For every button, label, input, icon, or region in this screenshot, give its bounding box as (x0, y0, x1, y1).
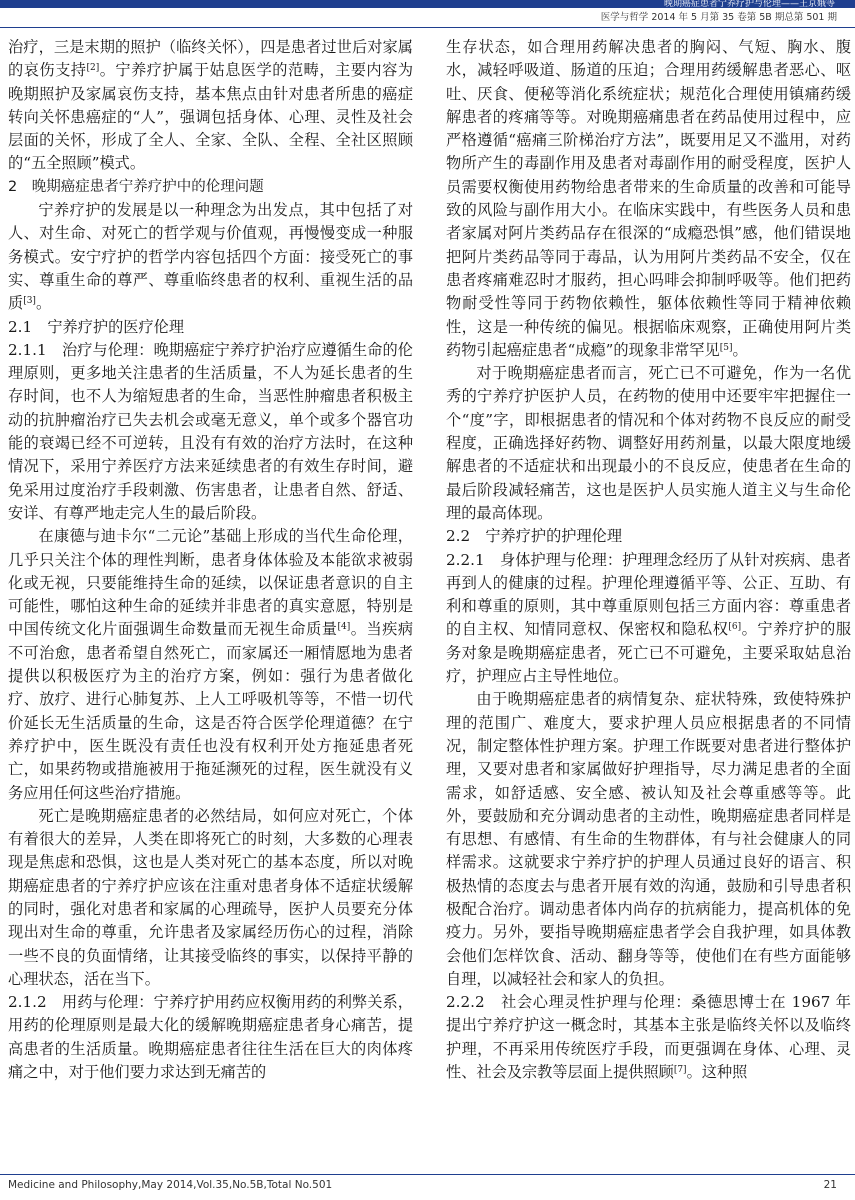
paragraph-text: 生存状态，如合理用药解决患者的胸闷、气短、胸水、腹水，减轻呼吸道、肠道的压迫；合理用药缓解患者恶心、呕吐、厌食、便秘等消化系统症状；规范化合理使用镇痛药缓解患者的疼痛等等。对晚期癌痛患者在药品使用过程中，应严格遵循“癌痛三阶梯治疗方法”，既要用足又不滥用，对药物所产生的毒副作用及患者对毒副作用的耐受程度，医护人员需要权衡使用药物给患者带来的生命质量的改善和可能导致的风险与副作用大小。在临床实践中，有些医务人员和患者家属对阿片类药品存在很深的“成瘾恐惧”感，他们错误地把阿片类药品等同于毒品，认为用阿片类药品不安全，仅在患者疼痛难忍时才服药，担心吗啡会抑制呼吸等。他们把药物耐受性等同于药物依赖性，躯体依赖性等同于精神依赖性，这是一种传统的偏见。根据临床观察，正确使用阿片类药物引起癌症患者“成瘾”的现象非常罕见 (446, 38, 851, 359)
header-rule (0, 27, 855, 28)
paragraph (8, 36, 413, 176)
paragraph (446, 991, 851, 1084)
paragraph-text: 。这种照 (686, 1063, 748, 1082)
paragraph-text: 。宁养疗护的服务对象是晚期癌症患者，死亡已不可避免，主要采取姑息治疗，护理应占主导性地位。 (446, 620, 852, 686)
journal-info: 医学与哲学 2014 年 5 月第 35 卷第 5B 期总第 501 期 (600, 12, 837, 23)
page-number: 21 (823, 1179, 837, 1191)
paragraph-text: 宁养疗护的发展是以一种理念为出发点，其中包括了对人、对生命、对死亡的哲学观与价值观，再慢慢变成一种服务模式。安宁疗护的哲学内容包括四个方面：接受死亡的事实、尊重生命的尊严、尊重临终患者的权利、重视生活的品质 (8, 201, 413, 313)
paragraph-text: 。宁养疗护属于姑息医学的范畴，主要内容为晚期照护及家属哀伤支持，基本焦点由针对患者所患的癌症转向关怀患癌症的“人”，强调包括身体、心理、灵性及社会层面的关怀，形成了全人、全家、全队、全程、全社区照顾的“五全照顾”模式。 (8, 61, 414, 173)
paragraph (446, 549, 851, 689)
citation: [7] (673, 1065, 687, 1076)
paragraph: 2.1.1 治疗与伦理：晚期癌症宁养疗护治疗应遵循生命的伦理原则，更多地关注患者的生活质量，不人为延长患者的生存时间，也不人为缩短患者的生命，当恶性肿瘤患者积极主动的抗肿瘤治疗已失去机会或毫无意义，单个或多个器官功能的衰竭已经不可逆转，且没有有效的治疗方法时，在这种情况下，采用宁养医疗方法来延续患者的有效生存时间，避免采用过度治疗手段刺激、伤害患者，让患者自然、舒适、安详、有尊严地走完人生的最后阶段。 (8, 340, 413, 522)
citation: [4] (337, 622, 351, 633)
paragraph-text: 2.2.1 身体护理与伦理：护理理念经历了从针对疾病、患者再到人的健康的过程。护理伦理遵循平等、公正、互助、有利和尊重的原则，其中尊重原则包括三方面内容：尊重患者的自主权、知情同意权、保密权和隐私权 (446, 550, 851, 639)
paragraph: 对于晚期癌症患者而言，死亡已不可避免，作为一名优秀的宁养疗护医护人员，在药物的使用中还要牢牢把握住一个“度”字，即根据患者的情况和个体对药物不良反应的耐受程度，正确选择好药物、调整好用药剂量，以最大限度地缓解患者的不适症状和出现最小的不良反应，使患者在生命的最后阶段减轻痛苦，这也是医护人员实施人道主义与生命伦理的最高体现。 (446, 364, 851, 522)
paragraph-text: 。 (35, 294, 52, 313)
subsection-heading: 2.1 宁养疗护的医疗伦理 (8, 317, 185, 336)
paragraph-text: 在康德与迪卡尔“二元论”基础上形成的当代生命伦理，几乎只关注个体的理性判断，患者身体体验及本能欲求被弱化或无视，只要能维持生命的延续，以保证患者意识的自主可能性，哪怕这种生命的延续并非患者的真实意愿，特别是中国传统文化片面强调生命数量而无视生命质量 (8, 527, 413, 639)
citation: [6] (728, 622, 742, 633)
paragraph-text: 。当疾病不可治愈，患者希望自然死亡，而家属还一厢情愿地为患者提供以积极医疗为主的治疗方案，例如：强行为患者做化疗、放疗、进行心肺复苏、上人工呼吸机等等，不惜一切代价延长无生活质量的生命，这是否符合医学伦理道德？在宁养疗护中，医生既没有责任也没有权利开处方拖延患者死亡，如果药物或措施被用于拖延濒死的过程，医生就没有义务应用任何这些治疗措施。 (8, 620, 414, 802)
paragraph (8, 199, 413, 315)
citation: [2] (86, 63, 100, 74)
citation: [3] (23, 296, 36, 307)
left-column (8, 36, 413, 1084)
paragraph-text: 治疗，三是末期的照护（临终关怀），四是患者过世后对家属的哀伤支持 (8, 38, 413, 80)
footer-rule (0, 1174, 855, 1175)
subsection-heading: 2.2 宁养疗护的护理伦理 (446, 527, 623, 546)
paragraph-text: 。 (732, 340, 748, 359)
paragraph: 2.1.2 用药与伦理：宁养疗护用药应权衡用药的利弊关系，用药的伦理原则是最大化的缓解晚期癌症患者身心痛苦，提高患者的生活质量。晚期癌症患者往往生活在巨大的肉体疼痛之中，对于他们要力求达到无痛苦的 (8, 993, 413, 1082)
paragraph: 死亡是晚期癌症患者的必然结局，如何应对死亡，个体有着很大的差异，人类在即将死亡的时刻，大多数的心理表现是焦虑和恐惧，这也是人类对死亡的基本态度，所以对晚期癌症患者的宁养疗护应该在注重对患者身体不适症状缓解的同时，强化对患者和家属的心理疏导，医护人员要充分体现出对生命的尊重，允许患者及家属经历伤心的过程，消除一些不良的负面情绪，让其接受临终的事实，以保持平静的心理状态，活在当下。 (8, 806, 413, 988)
paragraph-text: 2.2.2 社会心理灵性护理与伦理：桑德思博士在 1967 年提出宁养疗护这一概念时，其基本主张是临终关怀以及临终护理，不再采用传统医疗手段，而更强调在身体、心理、灵性、社会及宗教等层面上提供照顾 (446, 993, 851, 1082)
running-title: 晚期癌症患者宁养疗护与伦理——王京娥等 (663, 0, 835, 9)
right-column (446, 36, 851, 1084)
paragraph: 由于晚期癌症患者的病情复杂、症状特殊，致使特殊护理的范围广、难度大，要求护理人员应根据患者的不同情况，制定整体性护理方案。护理工作既要对患者进行整体护理，又要对患者和家属做好护理指导，尽力满足患者的全面需求，如舒适感、安全感、被认知及社会尊重感等等。此外，要鼓励和充分调动患者的主动性，晚期癌症患者同样是有思想、有感情、有生命的生物群体，有与社会健康人的同样需求。这就要求宁养疗护的护理人员通过良好的语言、积极热情的态度去与患者开展有效的沟通，鼓励和引导患者积极配合治疗。调动患者体内尚存的抗病能力，提高机体的免疫力。另外，要指导晚期癌症患者学会自我护理，如具体教会他们怎样饮食、活动、翻身等等，使他们在有些方面能够自理，以减轻社会和家人的负担。 (446, 690, 851, 988)
paragraph (446, 36, 851, 362)
section-heading: 2 晚期癌症患者宁养疗护中的伦理问题 (8, 178, 264, 195)
footer-journal: Medicine and Philosophy,May 2014,Vol.35,No.5B,Total No.501 (8, 1179, 333, 1191)
citation: [5] (719, 342, 733, 353)
paragraph (8, 525, 413, 805)
